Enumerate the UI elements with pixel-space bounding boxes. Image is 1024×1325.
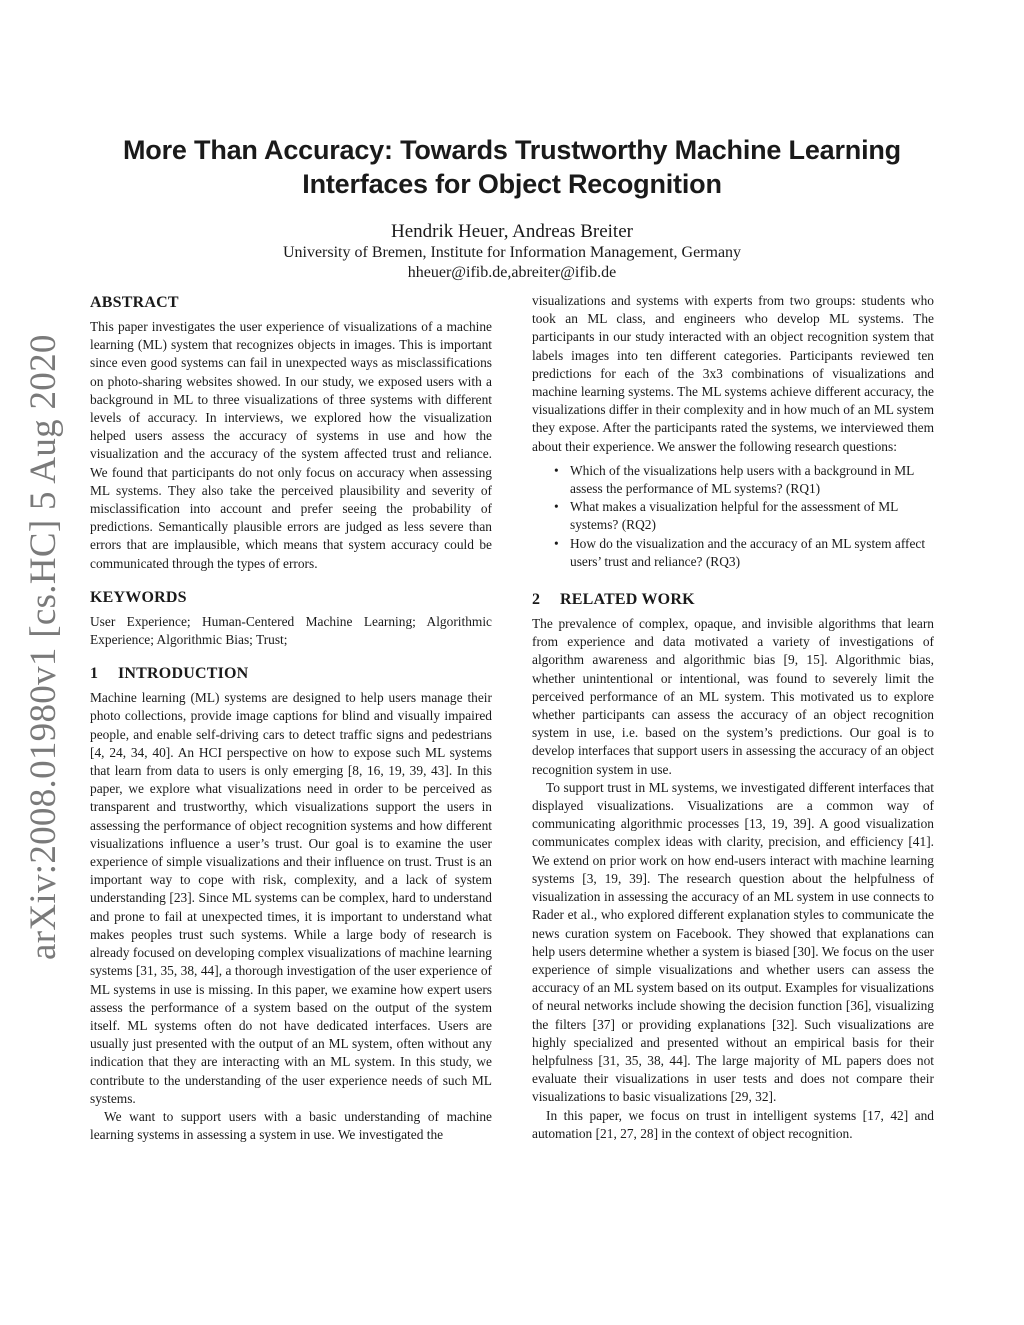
introduction-paragraph-1: Machine learning (ML) systems are designed to help users manage their photo collections, provide image captions for blind and visually impaired people, and enable self-driving cars to detect traffic signs and pedestrians [4, 24, 34, 40]. An HCI perspective on how to expose such ML systems that learn from data to users is only emerging [8, 16, 19, 39, 43]. In this paper, we explore what visualizations need in order to be perceived as transparent and trustworthy, which visualizations support the users in assessing the performance of object recognition systems and how different visualizations influence a user’s trust. Our goal is to examine the user experience of simple visualizations and their influence on trust. Trust is an important way to cope with risk, complexity, and a lack of system understanding [23]. Since ML systems can be complex, hard to understand and prone to fail at unexpected times, it is important to understand what makes peoples trust such systems. While a large body of research is already focused on developing complex visualizations of machine learning systems [31, 35, 38, 44], a thorough investigation of the user experience of ML systems in use is missing. In this paper, we examine how expert users assess the performance of a system based on the output of the system itself. ML systems often do not have dedicated interfaces. Users are usually just presented with the output of an ML system, often without any indication that they are interacting with an ML system. In this study, we contribute to the understanding of the user experience needs of such ML systems.	[90, 690, 492, 1106]
right-column	[532, 292, 934, 1143]
title-line-1: More Than Accuracy: Towards Trustworthy Machine Learning	[123, 135, 901, 165]
bullet-icon: •	[554, 535, 559, 551]
research-question-1: Which of the visualizations help users with a background in ML assess the performance of ML systems? (RQ1)	[570, 462, 914, 497]
introduction-heading	[90, 663, 492, 685]
arxiv-stamp	[20, 334, 68, 960]
list-item	[554, 498, 934, 534]
research-question-3: How do the visualization and the accuracy of an ML system affect users’ trust and reliance? (RQ3)	[570, 535, 926, 569]
paper-title	[60, 133, 964, 201]
list-item	[554, 535, 934, 571]
left-column	[90, 292, 492, 1144]
title-line-2: Interfaces for Object Recognition	[302, 169, 722, 199]
related-work-heading	[532, 589, 934, 611]
list-item	[554, 462, 934, 498]
keywords-text: User Experience; Human-Centered Machine Learning; Algorithmic Experience; Algorithmic Bias; Trust;	[90, 613, 492, 648]
introduction-number: 1	[90, 665, 99, 683]
related-work-paragraph-1: The prevalence of complex, opaque, and invisible algorithms that learn from experience and data motivated a variety of investigations of algorithm awareness and algorithmic bias [9, 15]. Algorithmic bias, whether unintentional or intentional, was found to severely limit the perceived performance of an ML system. This motivated us to explore whether participants can assess the accuracy of an object recognition system in use, i.e. based on the system’s predictions. Our goal is to develop interfaces that support users in assessing the accuracy of an object recognition system in use.	[532, 616, 934, 777]
arxiv-stamp-text: arXiv:2008.01980v1 [cs.HC] 5 Aug 2020	[23, 334, 64, 960]
related-work-title: RELATED WORK	[560, 591, 695, 609]
bullet-icon: •	[554, 462, 559, 478]
introduction-paragraph-2: We want to support users with a basic understanding of machine learning systems in assessing a system in use. We investigated the	[90, 1108, 492, 1143]
abstract-heading: ABSTRACT	[90, 294, 179, 311]
abstract-text: This paper investigates the user experience of visualizations of a machine learning (ML) system that recognizes objects in images. This is important since even good systems can fail in unexpected ways as misclassifications on photo-sharing websites showed. In our study, we exposed users with a background in ML to three visualizations of three systems with different levels of accuracy. In interviews, we explored how the visualization helped users assess the accuracy of systems in use and how the visualization and the accuracy of the system affected trust and reliance. We found that participants do not only focus on accuracy when assessing ML systems. They also take the perceived plausibility and severity of misclassification into account and prefer seeing the probability of predictions. Semantically plausible errors are judged as less severe than errors that are implausible, which means that system accuracy could be communicated through the types of errors.	[90, 319, 492, 571]
introduction-title: INTRODUCTION	[118, 665, 249, 683]
related-work-paragraph-3: In this paper, we focus on trust in intelligent systems [17, 42] and automation [21, 27, 28] in the context of object recognition.	[532, 1107, 934, 1141]
research-questions-list	[532, 462, 934, 571]
related-work-number: 2	[532, 591, 541, 609]
related-work-paragraph-2: To support trust in ML systems, we investigated different interfaces that displayed visualizations. Visualizations are a common way of communicating algorithmic processes [13, 19, 39]. A good visualization communicates complex ideas with clarity, precision, and efficiency [41]. We extend on prior work on how end-users interact with machine learning systems [3, 19, 39]. The research question about the helpfulness of visualization in assessing the accuracy of an ML system in use connects to Rader et al., who explored different explanation styles to communicate the news curation system on Facebook. They showed that explanations can help users determine whether a system is biased [30]. We focus on the user experience of simple visualizations and whether users can assess the accuracy of an ML system based on its output. Examples for visualizations of neural networks include showing the decision function [36], visualizing the filters [37] or providing explanations [32]. Such visualizations are highly specialized and presented without an empirical basis for their helpfulness [31, 35, 38, 44]. The large majority of ML papers does not evaluate their visualizations in user tests and does not compare their visualizations to basic visualizations [29, 32].	[532, 779, 934, 1105]
bullet-icon: •	[554, 499, 559, 515]
keywords-heading: KEYWORDS	[90, 588, 187, 606]
author-affiliation: University of Bremen, Institute for Information Management, Germany	[282, 244, 742, 261]
introduction-continued: visualizations and systems with experts from two groups: students who took an ML class, and engineers who develop ML systems. The participants in our study interacted with an object recognition system that labels images into ten different categories. Participants reviewed ten predictions for each of the 3x3 combinations of visualizations and machine learning systems. The ML systems achieve different accuracy, the visualizations differ in their complexity and in how much of an ML system they expose. After the participants rated the systems, we interviewed them about their experience. We answer the following research questions:	[532, 293, 934, 454]
author-emails: hheuer@ifib.de,abreiter@ifib.de	[407, 264, 617, 281]
author-names: Hendrik Heuer, Andreas Breiter	[391, 221, 633, 242]
research-question-2: What makes a visualization helpful for the assessment of ML systems? (RQ2)	[570, 499, 898, 533]
